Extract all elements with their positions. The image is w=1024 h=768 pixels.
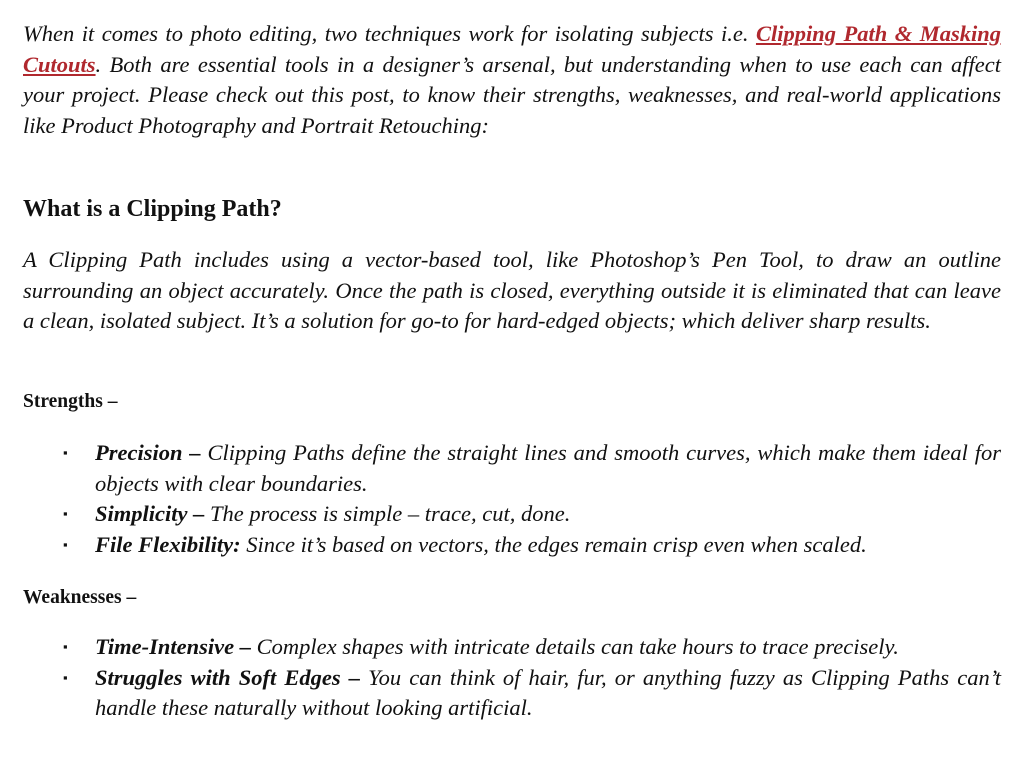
weaknesses-list bbox=[0, 632, 1024, 724]
list-item bbox=[0, 663, 1001, 724]
section-heading: What is a Clipping Path? bbox=[23, 196, 282, 222]
item-term: File Flexibility: bbox=[95, 532, 241, 558]
intro-paragraph bbox=[23, 19, 1001, 142]
strengths-heading: Strengths – bbox=[23, 391, 118, 412]
item-term: Simplicity – bbox=[95, 501, 205, 527]
list-item bbox=[0, 632, 1001, 663]
item-term: Precision – bbox=[95, 440, 201, 465]
weaknesses-heading: Weaknesses – bbox=[23, 587, 137, 608]
clipping-path-link[interactable]: Clipping Path & Masking Cutouts bbox=[23, 21, 1001, 77]
bullet-icon: ▪ bbox=[63, 537, 68, 553]
item-text: Since it’s based on vectors, the edges remain crisp even when scaled. bbox=[240, 532, 867, 558]
strengths-list bbox=[0, 438, 1024, 561]
clipping-path-paragraph: A Clipping Path includes using a vector-based tool, like Photoshop’s Pen Tool, to draw an outline surrounding an object accurately. Once the path is closed, everything outside it is eliminated that can leave a clean, isolated subject. It’s a solution for go-to for hard-edged objects; which deliver sharp results. bbox=[23, 247, 1001, 334]
list-item bbox=[0, 499, 1001, 530]
bullet-icon: ▪ bbox=[63, 639, 68, 654]
intro-text-before: When it comes to photo editing, two techniques work for isolating subjects i.e. bbox=[23, 21, 756, 46]
item-text: Complex shapes with intricate details can take hours to trace precisely. bbox=[251, 634, 899, 659]
item-text: You can think of hair, fur, or anything fuzzy as Clipping Paths can’t handle these naturally without looking artificial. bbox=[95, 664, 1002, 721]
bullet-icon: ▪ bbox=[63, 445, 68, 460]
item-text: Clipping Paths define the straight lines and smooth curves, which make them ideal for objects with clear boundaries. bbox=[95, 440, 1001, 496]
item-text: The process is simple – trace, cut, done. bbox=[204, 501, 571, 527]
intro-text-after: . Both are essential tools in a designer’s arsenal, but understanding when to use each can affect your project. Please check out this post, to know their strengths, weaknesses, and real-world applications like Product Photography and Portrait Retouching: bbox=[23, 51, 1001, 139]
item-term: Time-Intensive – bbox=[95, 634, 252, 659]
item-term: Struggles with Soft Edges – bbox=[95, 664, 361, 690]
list-item bbox=[0, 530, 1001, 561]
bullet-icon: ▪ bbox=[63, 506, 68, 522]
list-item bbox=[0, 438, 1001, 499]
bullet-icon: ▪ bbox=[63, 669, 68, 685]
